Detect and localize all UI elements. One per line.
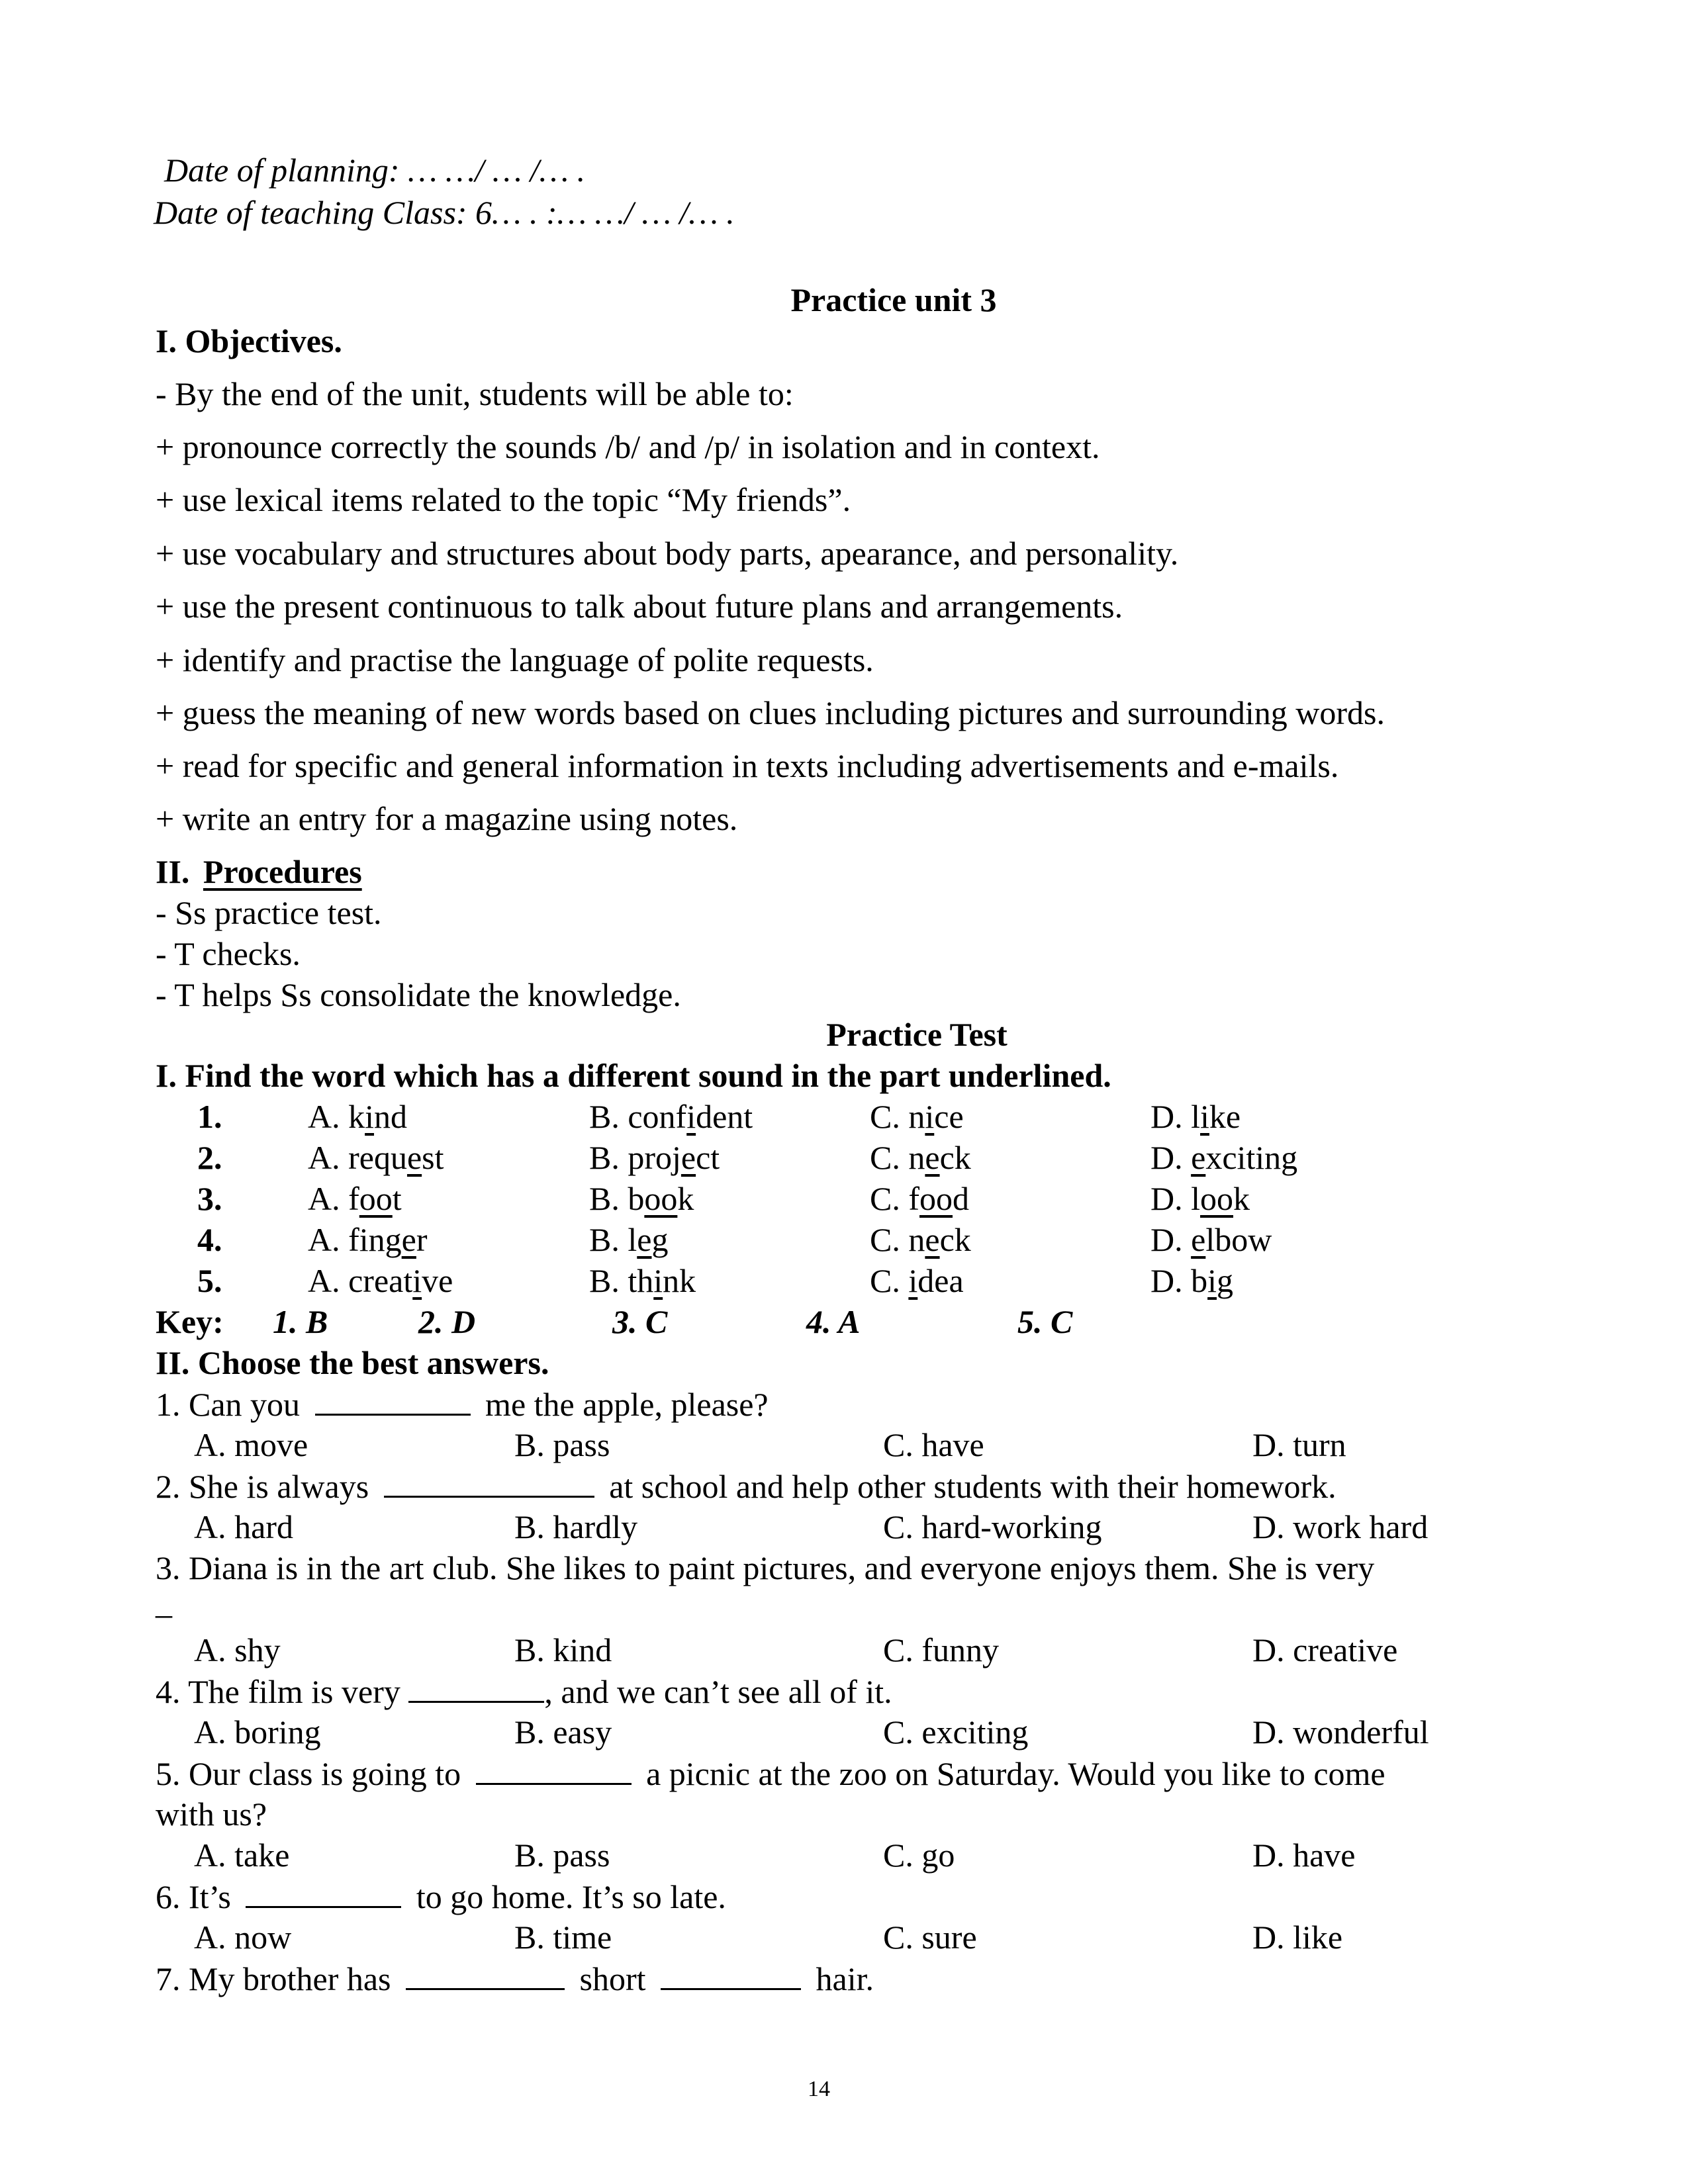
option-b: B. project [589, 1139, 720, 1176]
answer-blank [408, 1674, 544, 1703]
procedures-heading-label: Procedures [203, 853, 362, 890]
date-of-planning: Date of planning: … …/ … /… . [164, 152, 586, 189]
answer-blank [384, 1469, 594, 1498]
option-c: C. food [870, 1180, 970, 1217]
key-label: Key: [156, 1303, 224, 1340]
practice-test-title: Practice Test [826, 1016, 1008, 1053]
question-1: 1. Can you me the apple, please? [156, 1386, 769, 1423]
option-d: D. like [1150, 1098, 1241, 1135]
row-number: 5. [197, 1262, 222, 1299]
question-5-continuation: with us? [156, 1796, 267, 1833]
option-a: A. foot [308, 1180, 402, 1217]
answer-blank [476, 1756, 632, 1785]
option-c: C. nice [870, 1098, 964, 1135]
option-c: C. have [883, 1426, 984, 1463]
option-d: D. exciting [1150, 1139, 1298, 1176]
option-a: A. request [308, 1139, 444, 1176]
row-number: 2. [197, 1139, 222, 1176]
row-number: 3. [197, 1180, 222, 1217]
option-c: C. neck [870, 1221, 971, 1258]
key-answer: 4. A [806, 1303, 861, 1340]
option-a: A. kind [308, 1098, 408, 1135]
row-number: 1. [197, 1098, 222, 1135]
objective-item: + guess the meaning of new words based on clues including pictures and surrounding words. [156, 694, 1385, 731]
procedure-item: - T helps Ss consolidate the knowledge. [156, 976, 681, 1013]
option-b: B. kind [514, 1631, 612, 1668]
option-a: A. take [194, 1837, 290, 1874]
option-a: A. now [194, 1919, 292, 1956]
objective-item: + read for specific and general information in texts including advertisements and e-mails. [156, 747, 1339, 784]
option-d: D. creative [1252, 1631, 1398, 1668]
procedure-item: - T checks. [156, 935, 301, 972]
key-answer: 5. C [1017, 1303, 1073, 1340]
option-c: C. exciting [883, 1713, 1029, 1751]
procedures-heading-number: II. [156, 853, 190, 890]
objectives-heading: I. Objectives. [156, 322, 342, 359]
page-number: 14 [808, 2077, 830, 2101]
objective-item: + use the present continuous to talk about future plans and arrangements. [156, 588, 1123, 625]
objectives-intro: - By the end of the unit, students will be able to: [156, 375, 794, 412]
objective-item: + pronounce correctly the sounds /b/ and /p/ in isolation and in context. [156, 428, 1100, 465]
option-b: B. time [514, 1919, 612, 1956]
question-3-continuation: _ [156, 1584, 172, 1621]
option-b: B. pass [514, 1426, 610, 1463]
option-b: B. confident [589, 1098, 753, 1135]
section1-heading: I. Find the word which has a different sound in the part underlined. [156, 1057, 1111, 1094]
option-d: D. work hard [1252, 1508, 1429, 1545]
option-a: A. hard [194, 1508, 293, 1545]
option-b: B. hardly [514, 1508, 638, 1545]
question-4: 4. The film is very , and we can’t see all of it. [156, 1673, 892, 1710]
procedures-heading [156, 855, 362, 888]
answer-blank [246, 1880, 401, 1908]
option-d: D. elbow [1150, 1221, 1272, 1258]
key-answer: 2. D [418, 1303, 476, 1340]
option-a: A. shy [194, 1631, 281, 1668]
question-5: 5. Our class is going to a picnic at the zoo on Saturday. Would you like to come [156, 1755, 1385, 1792]
option-c: C. neck [870, 1139, 971, 1176]
option-d: D. turn [1252, 1426, 1346, 1463]
option-c: C. funny [883, 1631, 999, 1668]
procedure-item: - Ss practice test. [156, 894, 382, 931]
option-c: C. hard-working [883, 1508, 1102, 1545]
option-c: C. go [883, 1837, 955, 1874]
option-c: C. sure [883, 1919, 977, 1956]
key-answer: 3. C [612, 1303, 668, 1340]
objective-item: + use vocabulary and structures about body parts, apearance, and personality. [156, 535, 1179, 572]
objective-item: + identify and practise the language of polite requests. [156, 641, 874, 678]
option-b: B. think [589, 1262, 696, 1299]
row-number: 4. [197, 1221, 222, 1258]
section2-heading: II. Choose the best answers. [156, 1344, 549, 1381]
answer-blank [661, 1962, 801, 1990]
option-c: C. idea [870, 1262, 964, 1299]
option-d: D. big [1150, 1262, 1234, 1299]
option-b: B. leg [589, 1221, 669, 1258]
option-a: A. move [194, 1426, 308, 1463]
objective-item: + write an entry for a magazine using notes. [156, 800, 738, 837]
option-a: A. boring [194, 1713, 321, 1751]
option-a: A. creative [308, 1262, 453, 1299]
objective-item: + use lexical items related to the topic “My friends”. [156, 481, 851, 518]
page-title: Practice unit 3 [790, 281, 997, 318]
question-7: 7. My brother has short hair. [156, 1960, 874, 1997]
question-2: 2. She is always at school and help other students with their homework. [156, 1468, 1336, 1505]
date-of-teaching: Date of teaching Class: 6… . :… …/ … /… . [154, 194, 735, 231]
question-6: 6. It’s to go home. It’s so late. [156, 1878, 726, 1915]
answer-blank [406, 1962, 565, 1990]
option-b: B. easy [514, 1713, 612, 1751]
option-d: D. have [1252, 1837, 1356, 1874]
answer-blank [315, 1387, 471, 1416]
question-3: 3. Diana is in the art club. She likes to paint pictures, and everyone enjoys them. She is very [156, 1549, 1375, 1586]
option-b: B. book [589, 1180, 694, 1217]
option-d: D. wonderful [1252, 1713, 1429, 1751]
option-b: B. pass [514, 1837, 610, 1874]
option-d: D. like [1252, 1919, 1343, 1956]
key-answer: 1. B [273, 1303, 328, 1340]
option-a: A. finger [308, 1221, 428, 1258]
option-d: D. look [1150, 1180, 1250, 1217]
